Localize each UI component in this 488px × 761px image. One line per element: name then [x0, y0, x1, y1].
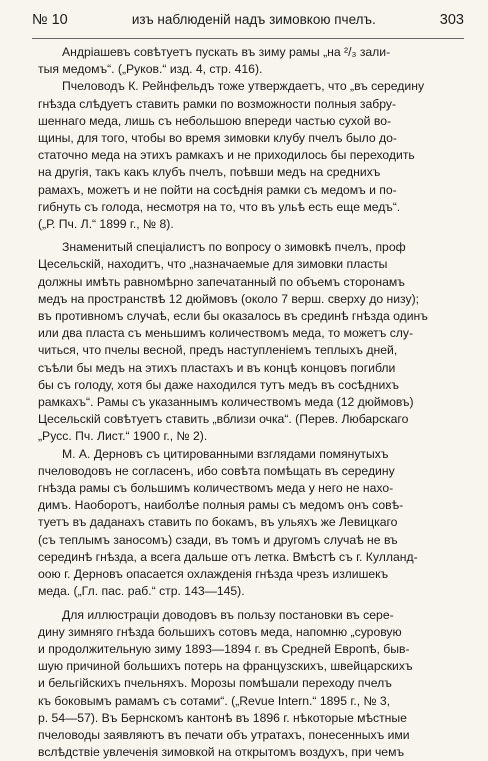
text-line: димъ. Наоборотъ, наиболѣе полныя рамы съ медомъ онъ совѣ- [38, 497, 464, 514]
text-line: пчеловодовъ не согласенъ, ибо совѣта помѣщать въ середину [38, 463, 464, 480]
paragraph-5 [38, 607, 464, 761]
paragraph-4 [38, 446, 464, 601]
text-line: и продолжительную зиму 1893—1894 г. въ Средней Европѣ, быв- [38, 641, 464, 658]
text-line: рамахъ, можетъ и не пойти на сосѣднія рамки съ медомъ и по- [38, 182, 464, 199]
text-line: пчеловоды заявляютъ въ печати объ утратахъ, понесенныхъ ими [38, 727, 464, 744]
text-line: рамкахъ“. Рамы съ указаннымъ количествомъ меда (12 дюймовъ) [38, 394, 464, 411]
text-line: Андріашевъ совѣтуетъ пускать въ зиму рамы „на ²/₃ зали- [38, 44, 464, 61]
text-line: М. А. Дерновъ съ цитированными взглядами помянутыхъ [38, 446, 464, 463]
text-line: должны имѣть равномѣрно запечатанный по объемъ сторонамъ [38, 274, 464, 291]
running-title: изъ наблюденій надъ зимовкою пчелъ. [132, 12, 376, 27]
text-line: вслѣдствіе увлеченія зимовкой на открытомъ воздухъ, при чемъ [38, 744, 464, 761]
text-line: дину зимняго гнѣзда большихъ сотовъ меда, напомню „суровую [38, 624, 464, 641]
text-line: на другія, такъ какъ клубъ пчелъ, поѣвши медъ на среднихъ [38, 164, 464, 181]
text-line: Пчеловодъ К. Рейнфельдъ тоже утверждаетъ, что „въ середину [38, 78, 464, 95]
page-body [38, 44, 464, 761]
text-line: гибнуть съ голода, несмотря на то, что въ ульѣ есть еще медъ“. [38, 199, 464, 216]
text-line: медъ на пространствѣ 12 дюймовъ (около 7 верш. сверху до низу); [38, 291, 464, 308]
text-line: серединѣ гнѣзда, а всега дальше отъ летка. Вмѣстѣ съ г. Кулланд- [38, 549, 464, 566]
text-line: къ боковымъ рамамъ съ сотами“. („Revue Intern.“ 1895 г., № 3, [38, 693, 464, 710]
paragraph-3 [38, 239, 464, 445]
text-line: бы съ голоду, хотя бы даже находился тутъ медъ въ сосѣднихъ [38, 377, 464, 394]
text-line: оою г. Дерновъ опасается охлажденія гнѣзда чрезъ излишекъ [38, 566, 464, 583]
text-line: Знаменитый спеціалистъ по вопросу о зимовкѣ пчелъ, проф [38, 239, 464, 256]
issue-number: № 10 [32, 12, 68, 28]
text-line: съѣли бы медъ на этихъ пластахъ и въ концѣ концовъ погибли [38, 360, 464, 377]
text-line: статочно меда на этихъ рамкахъ и не приходилось бы переходить [38, 147, 464, 164]
page-number: 303 [440, 12, 464, 28]
header-rule [32, 38, 464, 39]
text-line: и бельгійскихъ пчельняхъ. Морозы помѣшали переходу пчелъ [38, 675, 464, 692]
text-line: гнѣзда слѣдуетъ ставить рамки по возможности полныя забру- [38, 96, 464, 113]
text-line: („Р. Пч. Л.“ 1899 г., № 8). [38, 216, 464, 233]
text-line: туетъ въ даданахъ ставить по бокамъ, въ ульяхъ же Левицкаго [38, 514, 464, 531]
paragraph-1 [38, 44, 464, 78]
text-line: щины, для того, чтобы во время зимовки клубу пчелъ было до- [38, 130, 464, 147]
running-header [32, 12, 464, 38]
paragraph-2 [38, 78, 464, 233]
text-line: (съ теплымъ заносомъ) сзади, въ томъ и другомъ случаѣ не въ [38, 532, 464, 549]
text-line: читься, что пчелы весной, предъ наступленіемъ теплыхъ дней, [38, 342, 464, 359]
text-line: шую причиной большихъ потерь на французскихъ, швейцарскихъ [38, 658, 464, 675]
text-line: р. 54—57). Въ Бернскомъ кантонѣ въ 1896 г. нѣкоторые мѣстные [38, 710, 464, 727]
text-line: гнѣзда рамы съ большимъ количествомъ меда у него не нахо- [38, 480, 464, 497]
text-line: Цесельскій, находитъ, что „назначаемые для зимовки пласты [38, 256, 464, 273]
text-line: меда. („Гл. пас. раб.“ стр. 143—145). [38, 583, 464, 600]
text-line: въ противномъ случаѣ, если бы оказалось въ срединѣ гнѣзда одинъ [38, 308, 464, 325]
text-line: Для иллюстраціи доводовъ въ пользу постановки въ сере- [38, 607, 464, 624]
text-line: Цесельскій совѣтуетъ ставить „вблизи очка“. (Перев. Любарскаго [38, 411, 464, 428]
text-line: „Русс. Пч. Лист.“ 1900 г., № 2). [38, 428, 464, 445]
text-line: тыя медомъ“. („Руков.“ изд. 4, стр. 416). [38, 61, 464, 78]
text-line: или два пласта съ меньшимъ количествомъ меда, то можетъ слу- [38, 325, 464, 342]
text-line: шеннаго меда, лишь съ небольшою впереди частью сухой во- [38, 113, 464, 130]
